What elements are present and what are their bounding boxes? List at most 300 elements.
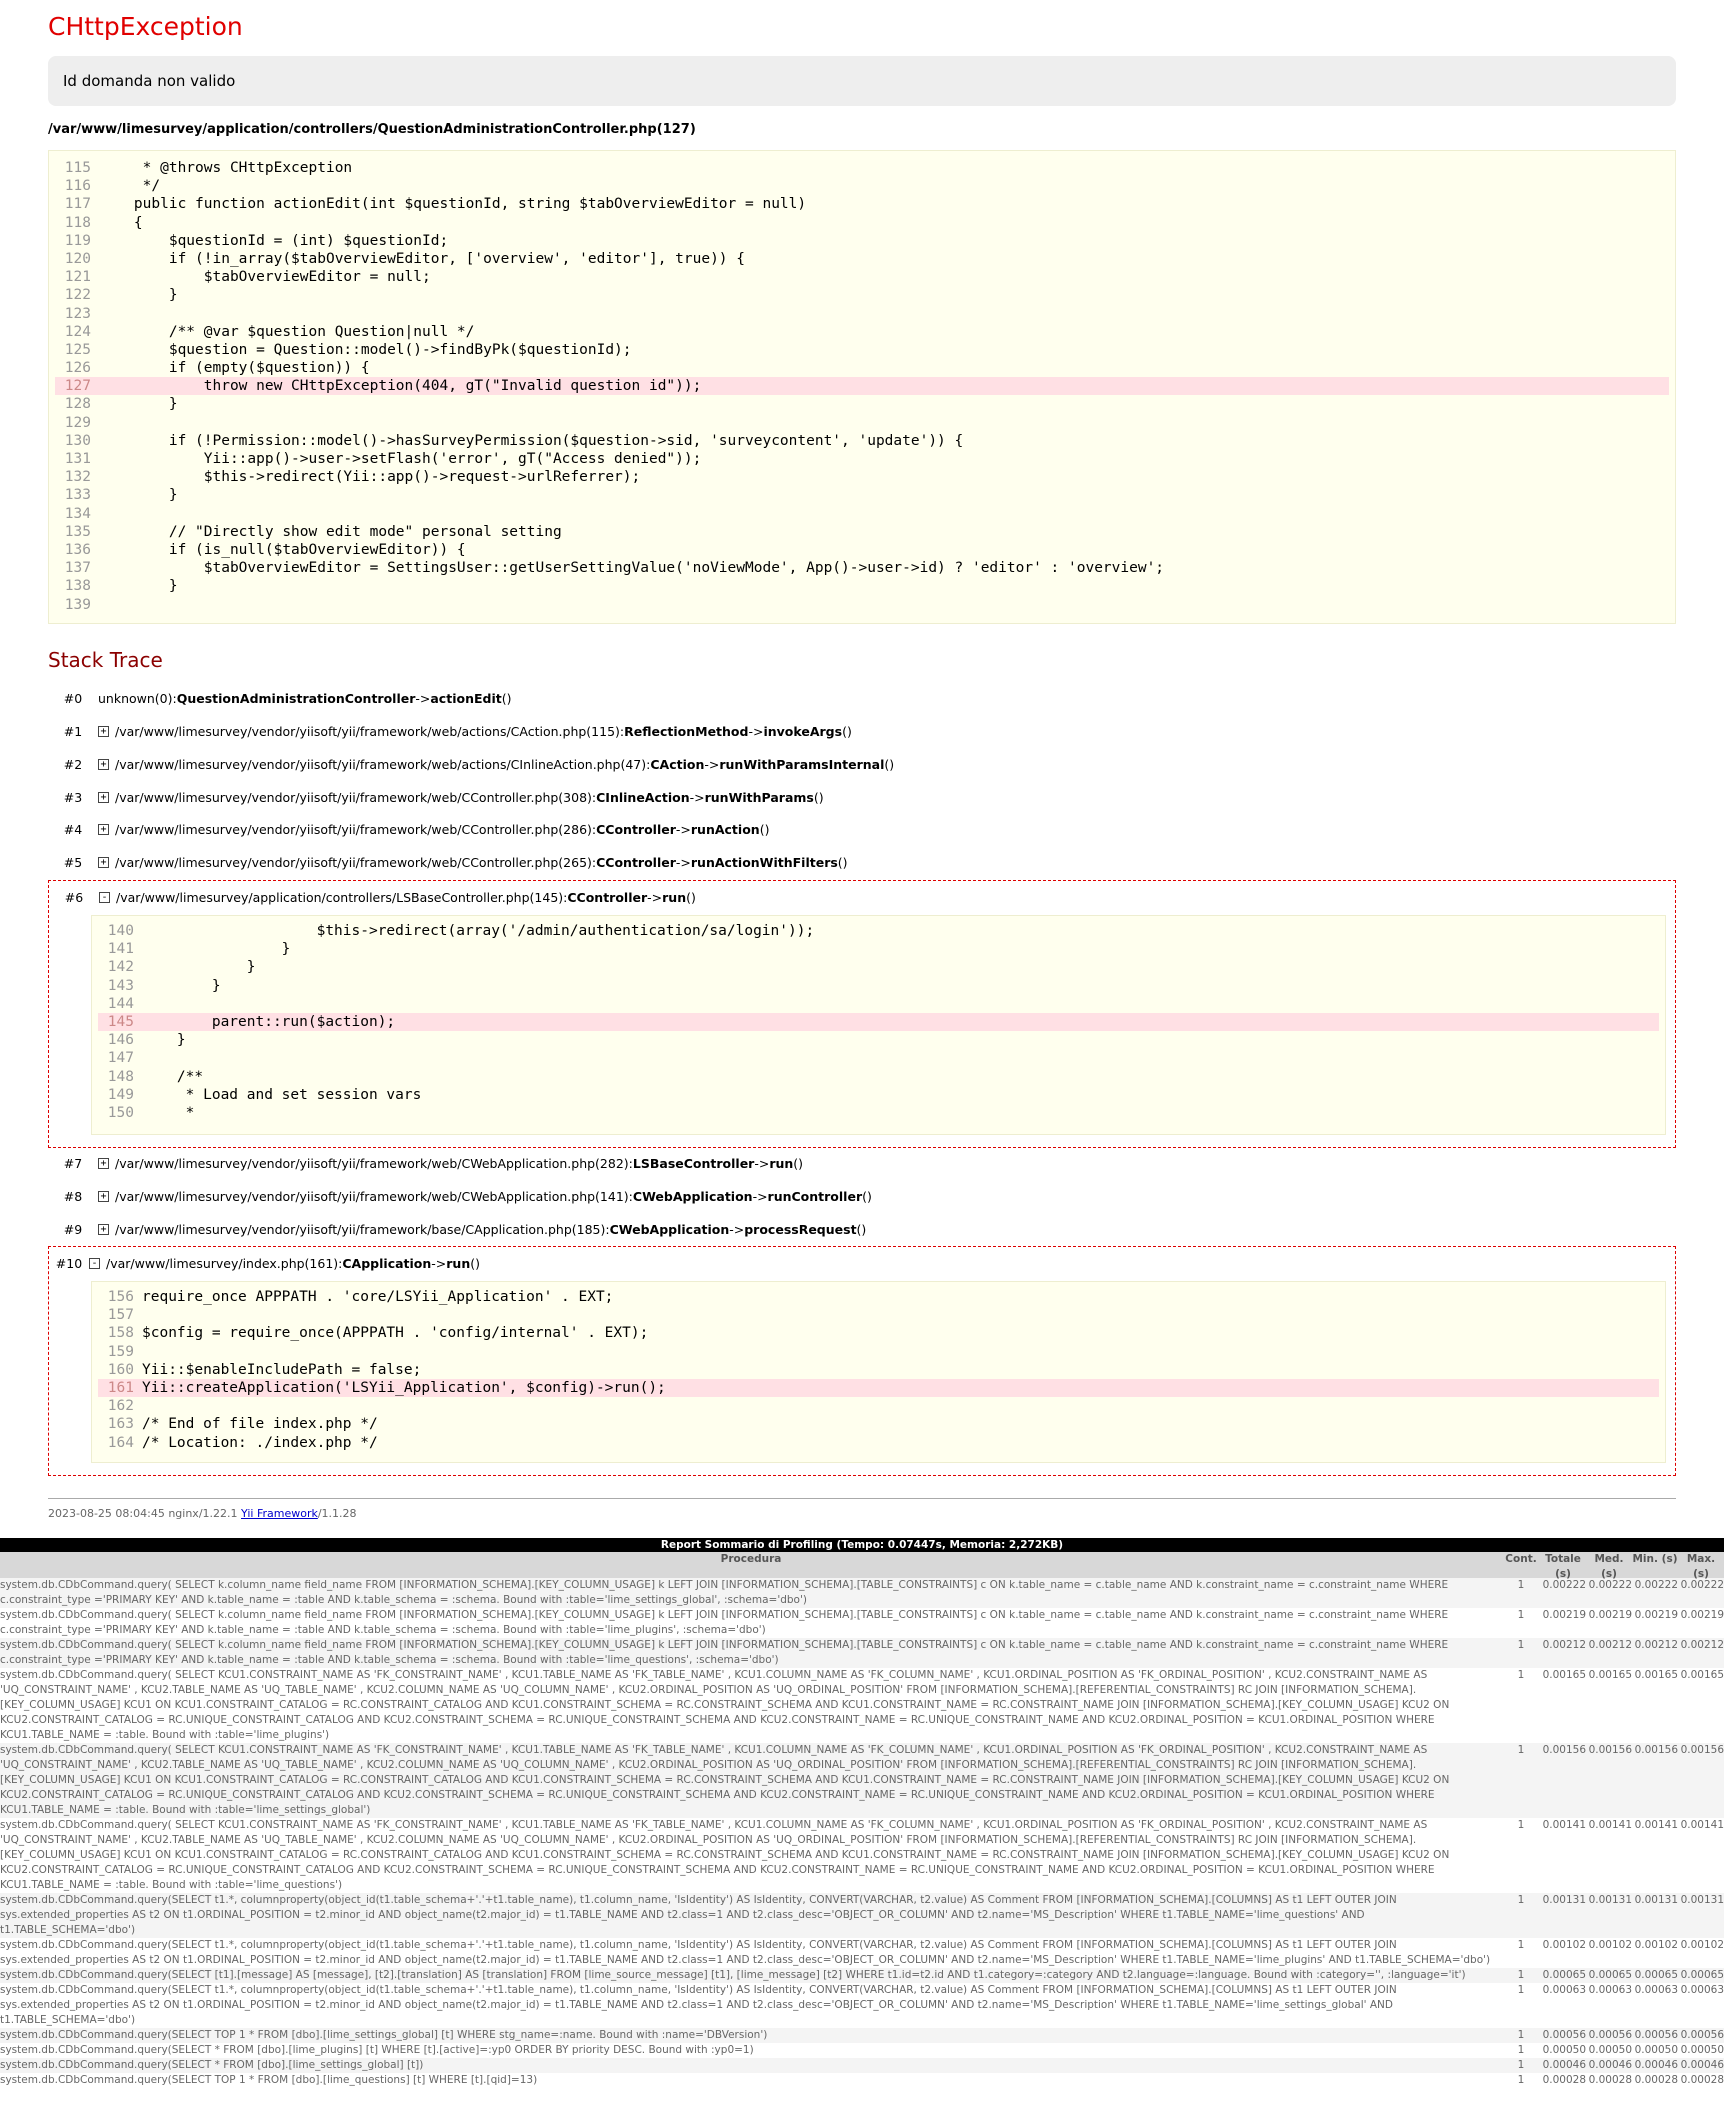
code-line: [55, 359, 1669, 377]
frame-arrow: ->: [647, 889, 663, 905]
profiling-cell-n: 1: [1517, 1609, 1525, 1621]
profiling-cell-min: 0.00050: [1634, 2044, 1678, 2056]
profiling-row: [0, 1983, 1724, 2028]
line-text: }: [99, 487, 178, 504]
line-number: 133: [64, 487, 91, 504]
code-line: [98, 958, 1659, 976]
frame-file: /var/www/limesurvey/vendor/yiisoft/yii/framework/base/CApplication.php(185):: [115, 1221, 610, 1237]
frame-args: (): [837, 854, 848, 870]
code-line: [98, 1415, 1659, 1433]
profiling-cell-tot: 0.00028: [1542, 2074, 1586, 2086]
profiling-cell-tot: 0.00222: [1542, 1579, 1586, 1591]
line-number: 157: [107, 1307, 134, 1324]
collapse-icon[interactable]: -: [89, 1258, 100, 1269]
frame-args: (): [842, 723, 852, 739]
profiling-cell-proc: system.db.CDbCommand.query(SELECT * FROM [dbo].[lime_plugins] [t] WHERE [t].[active]=:yp0 ORDER BY priority DESC. Bound with :yp0=1): [0, 2044, 754, 2056]
code-line: [98, 977, 1659, 995]
profiling-row: [0, 1668, 1724, 1743]
code-line: [55, 214, 1669, 232]
profiling-cell-med: 0.00050: [1588, 2044, 1632, 2056]
code-line: [55, 432, 1669, 450]
code-line-error: [55, 377, 1669, 395]
profiling-cell-n: 1: [1517, 1984, 1525, 1996]
frame-method: runAction: [690, 821, 760, 837]
line-text: Yii::$enableIncludePath = false;: [142, 1361, 422, 1378]
profiling-cell-proc: system.db.CDbCommand.query(SELECT * FROM [dbo].[lime_settings_global] [t]): [0, 2059, 424, 2071]
line-text: if (!in_array($tabOverviewEditor, ['overview', 'editor'], true)) {: [99, 250, 746, 267]
line-number: 119: [64, 232, 91, 249]
code-line-error: [98, 1379, 1659, 1397]
frame-source-code: [91, 915, 1666, 1135]
line-number: 137: [64, 560, 91, 577]
profiling-cell-max: 0.00102: [1680, 1939, 1724, 1951]
column-header: Max. (s): [1686, 1553, 1716, 1580]
frame-number: #5: [63, 854, 83, 870]
code-line: [55, 505, 1669, 523]
frame-number: #4: [63, 821, 83, 837]
frame-args: (): [856, 1221, 867, 1237]
line-number: 145: [107, 1013, 134, 1030]
profiling-cell-med: 0.00046: [1588, 2059, 1632, 2071]
frame-arrow: ->: [729, 1221, 745, 1237]
line-number: 117: [64, 196, 91, 213]
line-text: Yii::app()->user->setFlash('error', gT("Access denied"));: [99, 451, 702, 467]
frame-method: run: [769, 1155, 794, 1171]
line-text: [142, 1049, 1659, 1067]
profiling-row: [0, 2073, 1724, 2088]
line-number: 158: [107, 1325, 134, 1342]
line-number: 130: [64, 432, 91, 449]
frame-class: ReflectionMethod: [624, 723, 749, 739]
profiling-report: [0, 1538, 1724, 2088]
profiling-row: [0, 1578, 1724, 1608]
code-line: [98, 922, 1659, 940]
line-text: */: [99, 178, 161, 195]
stack-frame-8[interactable]: [48, 1187, 872, 1205]
code-line: [98, 1361, 1659, 1379]
stack-frame-1[interactable]: [48, 722, 852, 740]
line-text: [99, 505, 1669, 523]
frame-number: #9: [63, 1221, 83, 1237]
profiling-cell-max: 0.00050: [1680, 2044, 1724, 2056]
frame-method: runWithParams: [704, 789, 814, 805]
code-line: [55, 341, 1669, 359]
frame-class: CApplication: [342, 1255, 432, 1271]
source-code-block: [48, 150, 1676, 624]
line-number: 161: [107, 1379, 134, 1396]
line-text: // "Directly show edit mode" personal setting: [99, 523, 562, 540]
frame-arrow: ->: [431, 1255, 447, 1271]
code-line: [55, 577, 1669, 595]
profiling-cell-med: 0.00063: [1588, 1984, 1632, 1996]
frame-method: processRequest: [744, 1221, 857, 1237]
frame-source-code: [91, 1281, 1666, 1463]
profiling-cell-med: 0.00156: [1588, 1744, 1632, 1756]
line-text: if (is_null($tabOverviewEditor)) {: [99, 541, 466, 558]
profiling-cell-tot: 0.00063: [1542, 1984, 1586, 1996]
profiling-cell-min: 0.00028: [1634, 2074, 1678, 2086]
line-text: {: [99, 214, 143, 231]
footer-version: /1.1.28: [317, 1507, 357, 1520]
profiling-row: [0, 1638, 1724, 1668]
profiling-cell-n: 1: [1517, 1639, 1525, 1651]
profiling-cell-proc: system.db.CDbCommand.query( SELECT KCU1.CONSTRAINT_NAME AS 'FK_CONSTRAINT_NAME' , KCU1.TABLE_NAME AS 'FK_TABLE_NAME' , KCU1.COLUMN_NAME AS 'FK_COLUMN_NAME' , KCU1.ORDINAL_POSITION AS 'FK_ORDINAL_POSITION' , KCU2.CONSTRAINT_NAME AS 'UQ_CONSTRAINT_NAME' , KCU2.TABLE_NAME AS 'UQ_TABLE_NAME' , KCU2.COLUMN_NAME AS 'UQ_COLUMN_NAME' , KCU2.ORDINAL_POSITION AS 'UQ_ORDINAL_POSITION' FROM [INFORMATION_SCHEMA].[REFERENTIAL_CONSTRAINTS] RC JOIN [INFORMATION_SCHEMA].[KEY_COLUMN_USAGE] KCU1 ON KCU1.CONSTRAINT_CATALOG = RC.CONSTRAINT_CATALOG AND KCU1.CONSTRAINT_SCHEMA = RC.CONSTRAINT_SCHEMA AND KCU1.CONSTRAINT_NAME = RC.CONSTRAINT_NAME JOIN [INFORMATION_SCHEMA].[KEY_COLUMN_USAGE] KCU2 ON KCU2.CONSTRAINT_CATALOG = RC.UNIQUE_CONSTRAINT_CATALOG AND KCU2.CONSTRAINT_SCHEMA = RC.UNIQUE_CONSTRAINT_SCHEMA AND KCU2.CONSTRAINT_NAME = RC.UNIQUE_CONSTRAINT_NAME AND KCU2.ORDINAL_POSITION = KCU1.ORDINAL_POSITION WHERE KCU1.TABLE_NAME = :table. Bound with :table='lime_settings_global'): [0, 1744, 1450, 1816]
line-text: }: [99, 287, 178, 304]
frame-arrow: ->: [748, 723, 764, 739]
expand-icon[interactable]: +: [98, 1158, 109, 1169]
frame-method: run: [446, 1255, 471, 1271]
collapse-icon[interactable]: -: [99, 892, 110, 903]
profiling-header-row: [0, 1552, 1724, 1578]
line-number: 164: [107, 1434, 134, 1451]
code-line: [55, 250, 1669, 268]
line-text: $tabOverviewEditor = SettingsUser::getUserSettingValue('noViewMode', App()->user->id) ? 'editor' : 'overview';: [99, 560, 1165, 577]
profiling-cell-min: 0.00131: [1634, 1894, 1678, 1906]
frame-arrow: ->: [675, 854, 691, 870]
profiling-cell-med: 0.00222: [1588, 1579, 1632, 1591]
line-text: /* Location: ./index.php */: [142, 1434, 378, 1451]
line-number: 121: [64, 269, 91, 286]
profiling-cell-proc: system.db.CDbCommand.query(SELECT TOP 1 * FROM [dbo].[lime_settings_global] [t] WHERE stg_name=:name. Bound with :name='DBVersion'): [0, 2029, 768, 2041]
column-header: Totale (s): [1545, 1553, 1581, 1580]
line-number: 123: [64, 305, 91, 322]
line-text: $this->redirect(array('/admin/authentication/sa/login'));: [142, 923, 815, 939]
frame-class: LSBaseController: [632, 1155, 755, 1171]
code-line: [98, 1397, 1659, 1415]
frame-arrow: ->: [754, 1155, 770, 1171]
error-message: Id domanda non valido: [63, 72, 236, 90]
frame-file: unknown(0):: [98, 690, 177, 706]
profiling-cell-med: 0.00131: [1588, 1894, 1632, 1906]
error-message-box: [48, 56, 1676, 106]
line-text: [142, 1306, 1659, 1324]
code-line: [98, 1049, 1659, 1067]
stack-frame-3[interactable]: [48, 788, 824, 806]
profiling-cell-min: 0.00063: [1634, 1984, 1678, 1996]
expand-icon[interactable]: +: [98, 759, 109, 770]
line-number: 120: [64, 250, 91, 267]
profiling-cell-min: 0.00065: [1634, 1969, 1678, 1981]
code-line: [55, 395, 1669, 413]
frame-method: actionEdit: [430, 690, 502, 706]
profiling-cell-tot: 0.00065: [1542, 1969, 1586, 1981]
profiling-cell-med: 0.00065: [1588, 1969, 1632, 1981]
line-text: }: [142, 959, 256, 976]
code-line: [55, 177, 1669, 195]
profiling-cell-proc: system.db.CDbCommand.query( SELECT KCU1.CONSTRAINT_NAME AS 'FK_CONSTRAINT_NAME' , KCU1.TABLE_NAME AS 'FK_TABLE_NAME' , KCU1.COLUMN_NAME AS 'FK_COLUMN_NAME' , KCU1.ORDINAL_POSITION AS 'FK_ORDINAL_POSITION' , KCU2.CONSTRAINT_NAME AS 'UQ_CONSTRAINT_NAME' , KCU2.TABLE_NAME AS 'UQ_TABLE_NAME' , KCU2.COLUMN_NAME AS 'UQ_COLUMN_NAME' , KCU2.ORDINAL_POSITION AS 'UQ_ORDINAL_POSITION' FROM [INFORMATION_SCHEMA].[REFERENTIAL_CONSTRAINTS] RC JOIN [INFORMATION_SCHEMA].[KEY_COLUMN_USAGE] KCU1 ON KCU1.CONSTRAINT_CATALOG = RC.CONSTRAINT_CATALOG AND KCU1.CONSTRAINT_SCHEMA = RC.CONSTRAINT_SCHEMA AND KCU1.CONSTRAINT_NAME = RC.CONSTRAINT_NAME JOIN [INFORMATION_SCHEMA].[KEY_COLUMN_USAGE] KCU2 ON KCU2.CONSTRAINT_CATALOG = RC.UNIQUE_CONSTRAINT_CATALOG AND KCU2.CONSTRAINT_SCHEMA = RC.UNIQUE_CONSTRAINT_SCHEMA AND KCU2.CONSTRAINT_NAME = RC.UNIQUE_CONSTRAINT_NAME AND KCU2.ORDINAL_POSITION = KCU1.ORDINAL_POSITION WHERE KCU1.TABLE_NAME = :table. Bound with :table='lime_questions'): [0, 1819, 1450, 1891]
line-text: if (!Permission::model()->hasSurveyPermission($question->sid, 'surveycontent', 'update')) {: [99, 432, 964, 449]
code-line: [55, 559, 1669, 577]
line-number: 125: [64, 341, 91, 358]
frame-class: CController: [596, 821, 676, 837]
yii-framework-link[interactable]: Yii Framework: [241, 1507, 318, 1520]
frame-file: /var/www/limesurvey/vendor/yiisoft/yii/framework/web/actions/CInlineAction.php(47):: [115, 756, 651, 772]
profiling-row: [0, 2058, 1724, 2073]
frame-args: (): [884, 756, 895, 772]
profiling-cell-min: 0.00056: [1634, 2029, 1678, 2041]
frame-file: /var/www/limesurvey/application/controllers/LSBaseController.php(145):: [116, 889, 568, 905]
line-number: 128: [64, 396, 91, 413]
profiling-cell-max: 0.00056: [1680, 2029, 1724, 2041]
profiling-cell-max: 0.00219: [1680, 1609, 1724, 1621]
profiling-cell-n: 1: [1517, 2074, 1525, 2086]
line-number: 118: [64, 214, 91, 231]
profiling-cell-tot: 0.00212: [1542, 1639, 1586, 1651]
profiling-cell-n: 1: [1517, 2044, 1525, 2056]
profiling-cell-tot: 0.00050: [1542, 2044, 1586, 2056]
profiling-row: [0, 1608, 1724, 1638]
stack-frame-6[interactable]: [49, 888, 696, 906]
profiling-cell-proc: system.db.CDbCommand.query(SELECT t1.*, columnproperty(object_id(t1.table_schema+'.'+t1.table_name), t1.column_name, 'IsIdentity') AS IsIdentity, CONVERT(VARCHAR, t2.value) AS Comment FROM [INFORMATION_SCHEMA].[COLUMNS] AS t1 LEFT OUTER JOIN sys.extended_properties AS t2 ON t1.ORDINAL_POSITION = t2.minor_id AND object_name(t2.major_id) = t1.TABLE_NAME AND t2.class=1 AND t2.class_desc='OBJECT_OR_COLUMN' AND t2.name='MS_Description' WHERE t1.TABLE_NAME='lime_plugins' AND t1.TABLE_SCHEMA='dbo'): [0, 1939, 1491, 1966]
line-text: *: [142, 1104, 195, 1121]
stack-trace-title: Stack Trace: [48, 648, 163, 672]
expanded-frame-6: [48, 880, 1676, 1148]
profiling-cell-tot: 0.00141: [1542, 1819, 1586, 1831]
profiling-rows: [0, 1578, 1724, 2088]
line-number: 147: [107, 1050, 134, 1067]
profiling-cell-min: 0.00165: [1634, 1669, 1678, 1681]
code-line: [55, 159, 1669, 177]
code-line: [55, 468, 1669, 486]
code-line: [55, 195, 1669, 213]
profiling-cell-n: 1: [1517, 1819, 1525, 1831]
code-line: [55, 541, 1669, 559]
column-header: Cont.: [1505, 1553, 1537, 1565]
stack-frame-4[interactable]: [48, 820, 769, 838]
line-number: 163: [107, 1416, 134, 1433]
frame-arrow: ->: [415, 690, 431, 706]
stack-frame-5[interactable]: [48, 853, 848, 871]
frame-arrow: ->: [675, 821, 691, 837]
profiling-cell-max: 0.00165: [1680, 1669, 1724, 1681]
profiling-cell-med: 0.00141: [1588, 1819, 1632, 1831]
line-text: [99, 414, 1669, 432]
line-number: 149: [107, 1086, 134, 1103]
frame-number: #6: [64, 889, 84, 905]
frame-arrow: ->: [704, 756, 720, 772]
line-number: 124: [64, 323, 91, 340]
profiling-cell-n: 1: [1517, 1669, 1525, 1681]
line-number: 148: [107, 1068, 134, 1085]
line-number: 134: [64, 505, 91, 522]
line-number: 116: [64, 178, 91, 195]
profiling-row: [0, 1968, 1724, 1983]
code-line: [55, 596, 1669, 614]
line-text: /* End of file index.php */: [142, 1416, 378, 1433]
frame-args: (): [813, 789, 824, 805]
profiling-cell-med: 0.00212: [1588, 1639, 1632, 1651]
line-number: 131: [64, 451, 91, 467]
frame-class: CAction: [650, 756, 705, 772]
code-line: [98, 1031, 1659, 1049]
profiling-row: [0, 1818, 1724, 1893]
profiling-cell-tot: 0.00131: [1542, 1894, 1586, 1906]
profiling-cell-min: 0.00222: [1634, 1579, 1678, 1591]
profiling-cell-tot: 0.00219: [1542, 1609, 1586, 1621]
stack-frame-0[interactable]: [48, 689, 511, 707]
code-line: [55, 286, 1669, 304]
profiling-cell-n: 1: [1517, 1939, 1525, 1951]
profiling-cell-proc: system.db.CDbCommand.query( SELECT k.column_name field_name FROM [INFORMATION_SCHEMA].[KEY_COLUMN_USAGE] k LEFT JOIN [INFORMATION_SCHEMA].[TABLE_CONSTRAINTS] c ON k.table_name = c.table_name AND k.constraint_name = c.constraint_name WHERE c.constraint_type ='PRIMARY KEY' AND k.table_name = :table AND k.table_schema = :schema. Bound with :table='lime_plugins', :schema='dbo'): [0, 1609, 1449, 1636]
line-number: 156: [107, 1289, 134, 1305]
line-number: 122: [64, 287, 91, 304]
expand-icon[interactable]: +: [98, 726, 109, 737]
line-text: $questionId = (int) $questionId;: [99, 232, 449, 249]
profiling-row: [0, 1938, 1724, 1968]
line-text: /** @var $question Question|null */: [99, 323, 475, 340]
profiling-cell-n: 1: [1517, 1969, 1525, 1981]
frame-file: /var/www/limesurvey/vendor/yiisoft/yii/framework/web/CController.php(308):: [115, 789, 597, 805]
profiling-cell-max: 0.00028: [1680, 2074, 1724, 2086]
frame-class: CController: [567, 889, 648, 905]
expand-icon[interactable]: +: [98, 824, 109, 835]
frame-arrow: ->: [752, 1188, 768, 1204]
profiling-row: [0, 1893, 1724, 1938]
line-text: }: [142, 1032, 186, 1049]
profiling-cell-proc: system.db.CDbCommand.query(SELECT t1.*, columnproperty(object_id(t1.table_schema+'.'+t1.table_name), t1.column_name, 'IsIdentity') AS IsIdentity, CONVERT(VARCHAR, t2.value) AS Comment FROM [INFORMATION_SCHEMA].[COLUMNS] AS t1 LEFT OUTER JOIN sys.extended_properties AS t2 ON t1.ORDINAL_POSITION = t2.minor_id AND object_name(t2.major_id) = t1.TABLE_NAME AND t2.class=1 AND t2.class_desc='OBJECT_OR_COLUMN' AND t2.name='MS_Description' WHERE t1.TABLE_NAME='lime_settings_global' AND t1.TABLE_SCHEMA='dbo'): [0, 1984, 1397, 2026]
code-line: [98, 1343, 1659, 1361]
profiling-cell-tot: 0.00165: [1542, 1669, 1586, 1681]
profiling-row: [0, 2028, 1724, 2043]
line-text: Yii::createApplication('LSYii_Application', $config)->run();: [142, 1379, 666, 1396]
profiling-cell-proc: system.db.CDbCommand.query( SELECT k.column_name field_name FROM [INFORMATION_SCHEMA].[KEY_COLUMN_USAGE] k LEFT JOIN [INFORMATION_SCHEMA].[TABLE_CONSTRAINTS] c ON k.table_name = c.table_name AND k.constraint_name = c.constraint_name WHERE c.constraint_type ='PRIMARY KEY' AND k.table_name = :table AND k.table_schema = :schema. Bound with :table='lime_settings_global', :schema='dbo'): [0, 1579, 1449, 1606]
column-header: Min. (s): [1632, 1553, 1678, 1565]
frame-number: #10: [55, 1255, 83, 1271]
profiling-cell-n: 1: [1517, 1744, 1525, 1756]
profiling-cell-n: 1: [1517, 1894, 1525, 1906]
line-number: 115: [64, 160, 91, 176]
code-line: [98, 940, 1659, 958]
profiling-row: [0, 2043, 1724, 2058]
profiling-cell-med: 0.00056: [1588, 2029, 1632, 2041]
stack-frame-2[interactable]: [48, 755, 894, 773]
source-file-path: /var/www/limesurvey/application/controllers/QuestionAdministrationController.php(127): [48, 122, 696, 137]
line-text: /**: [142, 1068, 204, 1085]
profiling-row: [0, 1743, 1724, 1818]
line-text: }: [142, 977, 221, 994]
code-line: [55, 232, 1669, 250]
expand-icon[interactable]: +: [98, 857, 109, 868]
profiling-cell-proc: system.db.CDbCommand.query(SELECT [t1].[message] AS [message], [t2].[translation] AS [translation] FROM [lime_source_message] [t1], [lime_message] [t2] WHERE t1.id=t2.id AND t1.category=:category AND t2.language=:language. Bound with :category='', :language='it'): [0, 1969, 1466, 1981]
line-text: [99, 305, 1669, 323]
frame-args: (): [686, 889, 696, 905]
code-line: [55, 414, 1669, 432]
expanded-frame-10: [48, 1246, 1676, 1476]
frame-method: runWithParamsInternal: [719, 756, 885, 772]
line-text: }: [142, 941, 291, 958]
expand-icon[interactable]: +: [98, 792, 109, 803]
frame-args: (): [470, 1255, 480, 1271]
profiling-title: Report Sommario di Profiling (Tempo: 0.07447s, Memoria: 2,272KB): [0, 1538, 1724, 1552]
frame-number: #3: [63, 789, 83, 805]
line-number: 142: [107, 959, 134, 976]
profiling-cell-n: 1: [1517, 1579, 1525, 1591]
stack-frame-7[interactable]: [48, 1154, 803, 1172]
column-header: Procedura: [720, 1553, 782, 1565]
frame-class: CWebApplication: [632, 1188, 753, 1204]
line-number: 160: [107, 1361, 134, 1378]
profiling-cell-min: 0.00141: [1634, 1819, 1678, 1831]
code-line: [98, 1324, 1659, 1342]
profiling-cell-max: 0.00131: [1680, 1894, 1724, 1906]
profiling-cell-min: 0.00046: [1634, 2059, 1678, 2071]
line-text: require_once APPPATH . 'core/LSYii_Application' . EXT;: [142, 1289, 614, 1305]
profiling-cell-min: 0.00212: [1634, 1639, 1678, 1651]
frame-args: (): [501, 690, 512, 706]
frame-number: #7: [63, 1155, 83, 1171]
line-number: 136: [64, 541, 91, 558]
profiling-cell-max: 0.00222: [1680, 1579, 1724, 1591]
profiling-cell-max: 0.00046: [1680, 2059, 1724, 2071]
frame-method: invokeArgs: [763, 723, 843, 739]
code-line: [55, 450, 1669, 468]
frame-method: runActionWithFilters: [690, 854, 838, 870]
frame-method: runController: [767, 1188, 863, 1204]
line-number: 150: [107, 1104, 134, 1121]
code-line: [55, 323, 1669, 341]
line-text: }: [99, 396, 178, 413]
frame-number: #8: [63, 1188, 83, 1204]
code-line: [98, 1434, 1659, 1452]
code-line: [98, 995, 1659, 1013]
frame-file: /var/www/limesurvey/vendor/yiisoft/yii/framework/web/CWebApplication.php(282):: [115, 1155, 633, 1171]
page-footer: [48, 1498, 1676, 1520]
frame-class: CWebApplication: [609, 1221, 730, 1237]
profiling-cell-max: 0.00141: [1680, 1819, 1724, 1831]
code-line: [55, 268, 1669, 286]
expand-icon[interactable]: +: [98, 1224, 109, 1235]
frame-args: (): [793, 1155, 804, 1171]
line-number: 144: [107, 995, 134, 1012]
line-number: 138: [64, 578, 91, 595]
profiling-cell-proc: system.db.CDbCommand.query(SELECT TOP 1 * FROM [dbo].[lime_questions] [t] WHERE [t].[qid]=13): [0, 2074, 538, 2086]
footer-server-info: 2023-08-25 08:04:45 nginx/1.22.1: [48, 1507, 242, 1520]
profiling-cell-min: 0.00156: [1634, 1744, 1678, 1756]
frame-number: #2: [63, 756, 83, 772]
profiling-cell-tot: 0.00046: [1542, 2059, 1586, 2071]
line-text: throw new CHttpException(404, gT("Invalid question id"));: [99, 378, 702, 395]
profiling-cell-max: 0.00065: [1680, 1969, 1724, 1981]
code-line-error: [98, 1013, 1659, 1031]
profiling-cell-tot: 0.00156: [1542, 1744, 1586, 1756]
line-number: 146: [107, 1032, 134, 1049]
stack-frame-10[interactable]: [49, 1254, 480, 1272]
frame-number: #1: [63, 723, 83, 739]
profiling-cell-med: 0.00028: [1588, 2074, 1632, 2086]
stack-frame-9[interactable]: [48, 1220, 866, 1238]
line-number: 135: [64, 523, 91, 540]
line-text: $tabOverviewEditor = null;: [99, 269, 431, 286]
line-text: $question = Question::model()->findByPk($questionId);: [99, 341, 632, 358]
profiling-cell-n: 1: [1517, 2059, 1525, 2071]
line-number: 139: [64, 596, 91, 613]
expand-icon[interactable]: +: [98, 1191, 109, 1202]
line-text: [99, 596, 1669, 614]
frame-file: /var/www/limesurvey/vendor/yiisoft/yii/framework/web/actions/CAction.php(115):: [115, 723, 625, 739]
frame-file: /var/www/limesurvey/vendor/yiisoft/yii/framework/web/CController.php(265):: [115, 854, 597, 870]
line-text: [142, 1343, 1659, 1361]
line-text: $this->redirect(Yii::app()->request->urlReferrer);: [99, 469, 641, 486]
code-line: [55, 305, 1669, 323]
code-line: [55, 486, 1669, 504]
profiling-cell-max: 0.00063: [1680, 1984, 1724, 1996]
code-line: [98, 1086, 1659, 1104]
line-number: 127: [64, 378, 91, 395]
code-line: [98, 1104, 1659, 1122]
profiling-cell-proc: system.db.CDbCommand.query(SELECT t1.*, columnproperty(object_id(t1.table_schema+'.'+t1.table_name), t1.column_name, 'IsIdentity') AS IsIdentity, CONVERT(VARCHAR, t2.value) AS Comment FROM [INFORMATION_SCHEMA].[COLUMNS] AS t1 LEFT OUTER JOIN sys.extended_properties AS t2 ON t1.ORDINAL_POSITION = t2.minor_id AND object_name(t2.major_id) = t1.TABLE_NAME AND t2.class=1 AND t2.class_desc='OBJECT_OR_COLUMN' AND t2.name='MS_Description' WHERE t1.TABLE_NAME='lime_questions' AND t1.TABLE_SCHEMA='dbo'): [0, 1894, 1397, 1936]
line-text: [142, 1397, 1659, 1415]
profiling-cell-proc: system.db.CDbCommand.query( SELECT k.column_name field_name FROM [INFORMATION_SCHEMA].[KEY_COLUMN_USAGE] k LEFT JOIN [INFORMATION_SCHEMA].[TABLE_CONSTRAINTS] c ON k.table_name = c.table_name AND k.constraint_name = c.constraint_name WHERE c.constraint_type ='PRIMARY KEY' AND k.table_name = :table AND k.table_schema = :schema. Bound with :table='lime_questions', :schema='dbo'): [0, 1639, 1449, 1666]
